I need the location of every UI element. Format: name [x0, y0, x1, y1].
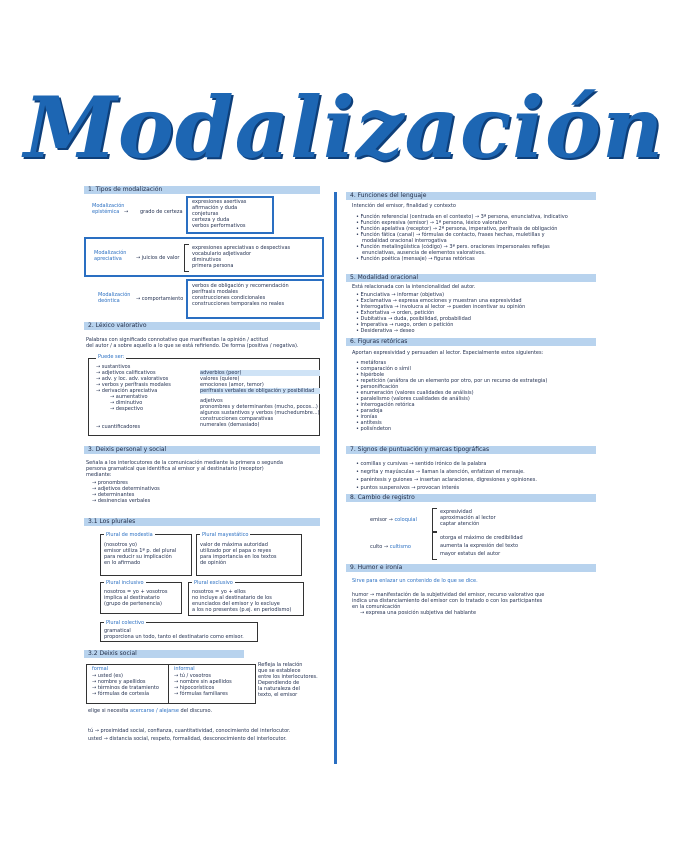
lexico-intro: Palabras con significado connotativo que manifiestan la opinión / actitud del autor / a sobre aquello a lo que se está refiriendo. De forma (positiva / negativa).	[86, 337, 299, 349]
puede-ser-label: Puede ser:	[98, 354, 125, 360]
plural-colectivo-lines: gramatical proporciona un todo, tanto el destinatario como emisor.	[104, 628, 244, 640]
brace	[432, 508, 437, 532]
registro-row1-items: expresividad aproximación al lector captar atención	[440, 509, 496, 527]
plural-mayestatico-title: Plural mayestático	[202, 532, 249, 538]
section-deixis-personal: 3. Deixis personal y social	[84, 446, 320, 454]
formal-label: formal	[92, 666, 109, 672]
table-divider	[168, 664, 169, 704]
brace	[432, 532, 437, 560]
modalidad-intro: Está relacionada con la intencionalidad del autor.	[352, 284, 476, 290]
section-deixis-social: 3.2 Deixis social	[84, 650, 244, 658]
plural-colectivo-title: Plural colectivo	[106, 620, 145, 626]
arrow-icon: →	[124, 209, 129, 215]
registro-row2: culto → cultismo	[370, 544, 411, 550]
apreciativa-mid: → juicios de valor	[136, 255, 180, 261]
plural-mayestatico-lines: valor de máxima autoridad utilizado por el papa o reyes para importancia en los textos de opinión	[200, 542, 277, 566]
plural-exclusivo-title: Plural exclusivo	[194, 580, 233, 586]
grado-certeza-label: grado de certeza	[140, 209, 183, 215]
epistemica-items: expresiones asertivas afirmación y duda conjeturas certeza y duda verbos performativos	[192, 199, 247, 229]
modalizacion-apreciativa-label: Modalización apreciativa	[94, 250, 127, 262]
deixis-items: → pronombres → adjetivos determinativos → determinantes → desinencias verbales	[92, 480, 160, 504]
section-funciones-lenguaje: 4. Funciones del lenguaje	[346, 192, 596, 200]
informal-label: informal	[174, 666, 195, 672]
deontica-items: verbos de obligación y recomendación perífrasis modales construcciones condicionales construcciones temporales no reales	[192, 283, 289, 307]
plural-exclusivo-lines: nosotros = yo + ellos no incluye al destinatario de los enunciados del emisor y lo excluye a los no presentes (p.ej. en periodismo)	[192, 589, 292, 613]
modalizacion-deontica-label: Modalización deóntica	[98, 292, 131, 304]
section-signos-puntuacion: 7. Signos de puntuación y marcas tipográficas	[346, 446, 596, 454]
apreciativa-items: expresiones apreciativas o despectivas vocabulario adjetivador diminutivos primera persona	[192, 245, 291, 269]
plural-modestia-title: Plural de modestia	[106, 532, 153, 538]
deixis-social-bottom1: elige si necesita acercarse / alejarse del discurso.	[88, 708, 213, 714]
informal-items: → tú / vosotros → nombre sin apellidos → hipocorísticos → fórmulas familiares	[174, 673, 232, 697]
registro-row1: emisor → coloquial	[370, 517, 417, 523]
section-figuras-retoricas: 6. Figuras retóricas	[346, 338, 596, 346]
section-lexico-valorativo: 2. Léxico valorativo	[84, 322, 320, 330]
section-cambio-registro: 8. Cambio de registro	[346, 494, 596, 502]
humor-lines: humor → manifestación de la subjetividad del emisor, recurso valorativo que indica una distanciamiento del emisor con lo tratado o con los participantes en la comunicación → expresa una posición subjetiva del hablante	[352, 592, 545, 616]
page-title: Modalización	[23, 78, 665, 177]
section-los-plurales: 3.1 Los plurales	[84, 518, 320, 526]
deontica-mid: → comportamiento	[136, 296, 184, 302]
deixis-social-bottom2: tú → proximidad social, confianza, cuantitatividad, conocimiento del interlocutor.	[88, 728, 291, 734]
section-header: 1. Tipos de modalización	[84, 186, 320, 194]
section-modalidad-oracional: 5. Modalidad oracional	[346, 274, 596, 282]
plural-inclusivo-title: Plural inclusivo	[106, 580, 144, 586]
deixis-social-bottom3: usted → distancia social, respeto, formalidad, desconocimiento del interlocutor.	[88, 736, 287, 742]
section-humor-ironia: 9. Humor e ironía	[346, 564, 596, 572]
plural-modestia-lines: (nosotros yo) emisor utiliza 1ª p. del plural para reducir su implicación en lo afirmado	[104, 542, 177, 566]
funciones-intro: Intención del emisor, finalidad y contexto	[352, 203, 456, 209]
lexico-right-items: adverbios (peor) valores (quiere) emociones (amor, temor) perífrasis verbales de obligación y posibilidad adjetivos pronombres y determinantes (mucho, pocos...) algunos sustantivos y verbos (muchedumbre...) construcciones comparativas numerales (demasiado)	[200, 370, 320, 428]
deixis-social-side: Refleja la relación que se establece entre los interlocutores. Dependiendo de la naturaleza del texto, el emisor	[258, 662, 318, 698]
figuras-items: • metáforas • comparación o símil • hipérbole • repetición (anáfora de un elemento por otro, por un recurso de estrategia) • personificación • enumeración (valores cualidades de análisis) • paralelismo (valores cualidades de análisis) • interrogación retórica • paradoja • ironías • antítesis • polisíndeton	[356, 360, 548, 432]
column-divider	[334, 192, 337, 764]
funciones-items: • Función referencial (centrada en el contexto) → 3ª persona, enunciativa, indicativo • Función expresiva (emisor) → 1ª persona, léxico valorativo • Función apelativa (receptor) → 2ª persona, imperativo, perífrasis de obligación • Función fática (canal) → fórmulas de contacto, frases hechas, muletillas y modalidad oracional interrogativa • Función metalingüística (código) → 3ª pers. oraciones impersonales reflejas enunciativas, ausencia de elementos valorativos. • Función poética (mensaje) → figuras retóricas	[356, 214, 568, 262]
lexico-items: → sustantivos → adjetivos calificativos → adv. y loc. adv. valorativos → verbos y perífrasis modales → derivación apreciativa → aumentativo → diminutivo → despectivo → cuantificadores	[96, 364, 171, 430]
formal-items: → usted (es) → nombre y apellidos → términos de tratamiento → fórmulas de cortesía	[92, 673, 159, 697]
figuras-intro: Aportan expresividad y persuaden al lector. Especialmente estos siguientes:	[352, 350, 544, 356]
deixis-text: Señala a los interlocutores de la comunicación mediante la primera o segunda persona gramatical que identifica al emisor y al destinatario (receptor) mediante:	[86, 460, 283, 478]
section-tipos-modalizacion	[84, 186, 320, 194]
modalidad-items: • Enunciativa → informar (objetiva) • Exclamativa → expresa emociones y muestran una expresividad • Interrogativa → involucra al lector → pueden incentivar su opinión • Exhortativa → orden, petición • Dubitativa → duda, posibilidad, probabilidad • Imperativa → ruego, orden o petición • Desiderativa → deseo	[356, 292, 526, 334]
brace	[184, 244, 189, 272]
humor-line1: Sirve para enlazar un contenido de lo que se dice.	[352, 578, 478, 584]
registro-row2-items: otorga el máximo de credibilidad aumenta la expresión del texto mayor estatus del autor	[440, 535, 523, 557]
plural-inclusivo-lines: nosotros = yo + vosotros implica al destinatario (grupo de pertenencia)	[104, 589, 168, 607]
signos-items: • comillas y cursivas → sentido irónico de la palabra • negrita y mayúsculas → llaman la atención, enfatizan el mensaje. • paréntesis y guiones → insertan aclaraciones, digresiones y opiniones. • puntos suspensivos → provocan interés	[356, 461, 537, 491]
modalizacion-epistemica-label: Modalización epistémica	[92, 203, 125, 215]
